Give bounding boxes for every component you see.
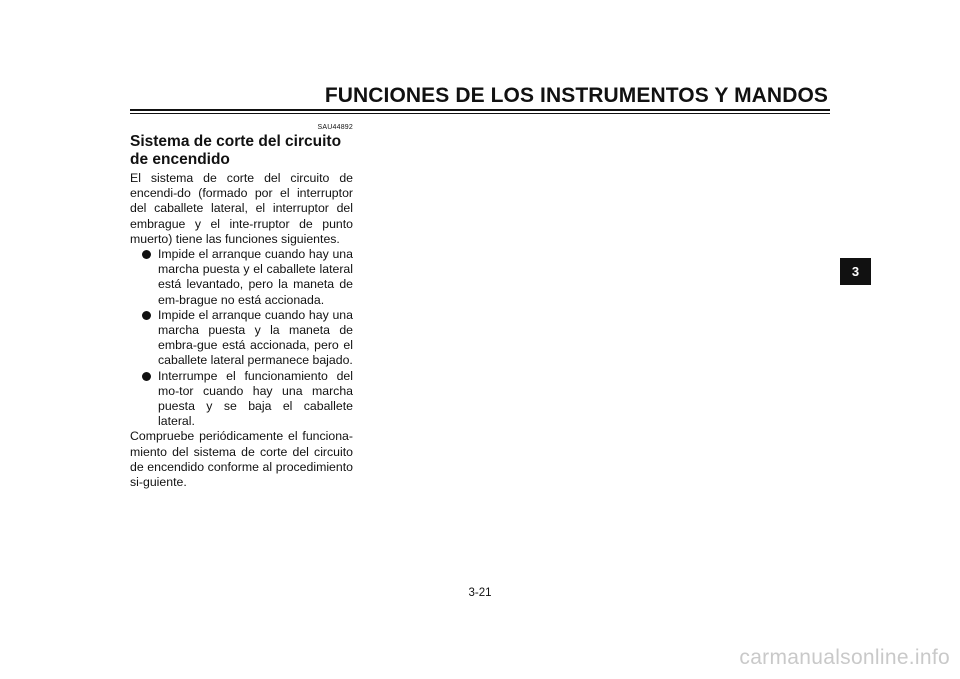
list-item — [130, 308, 353, 369]
page-number: 3-21 — [468, 587, 492, 599]
bullet-dot-icon — [142, 372, 151, 381]
header-rule-thick — [130, 109, 830, 111]
watermark: carmanualsonline.info — [739, 646, 950, 669]
bullet-dot-icon — [142, 311, 151, 320]
list-item — [130, 247, 353, 308]
chapter-tab: 3 — [840, 258, 871, 285]
intro-paragraph: El sistema de corte del circuito de encendi-do (formado por el interruptor del caballete lateral, el interruptor del embrague y el inte-rruptor de punto muerto) tiene las funciones siguientes. — [130, 171, 353, 246]
section-content — [130, 171, 353, 490]
section-code: SAU44892 — [317, 124, 353, 131]
header-title: FUNCIONES DE LOS INSTRUMENTOS Y MANDOS — [324, 84, 828, 107]
list-item-text: Impide el arranque cuando hay una marcha puesta y la maneta de embra-gue está accionada, pero el caballete lateral permanece bajado. — [158, 307, 353, 368]
list-item — [130, 369, 353, 430]
header-rule-thin — [130, 113, 830, 114]
closing-paragraph: Compruebe periódicamente el funciona-miento del sistema de corte del circuito de encendido conforme al procedimiento si-guiente. — [130, 429, 353, 490]
bullet-list — [130, 247, 353, 429]
list-item-text: Impide el arranque cuando hay una marcha puesta y el caballete lateral está levantado, pero la maneta de em-brague no está accionada. — [158, 247, 353, 307]
list-item-text: Interrumpe el funcionamiento del mo-tor cuando hay una marcha puesta y se baja el caballete lateral. — [158, 368, 353, 429]
section-title: Sistema de corte del circuito de encendido — [130, 133, 342, 168]
bullet-dot-icon — [142, 250, 151, 259]
